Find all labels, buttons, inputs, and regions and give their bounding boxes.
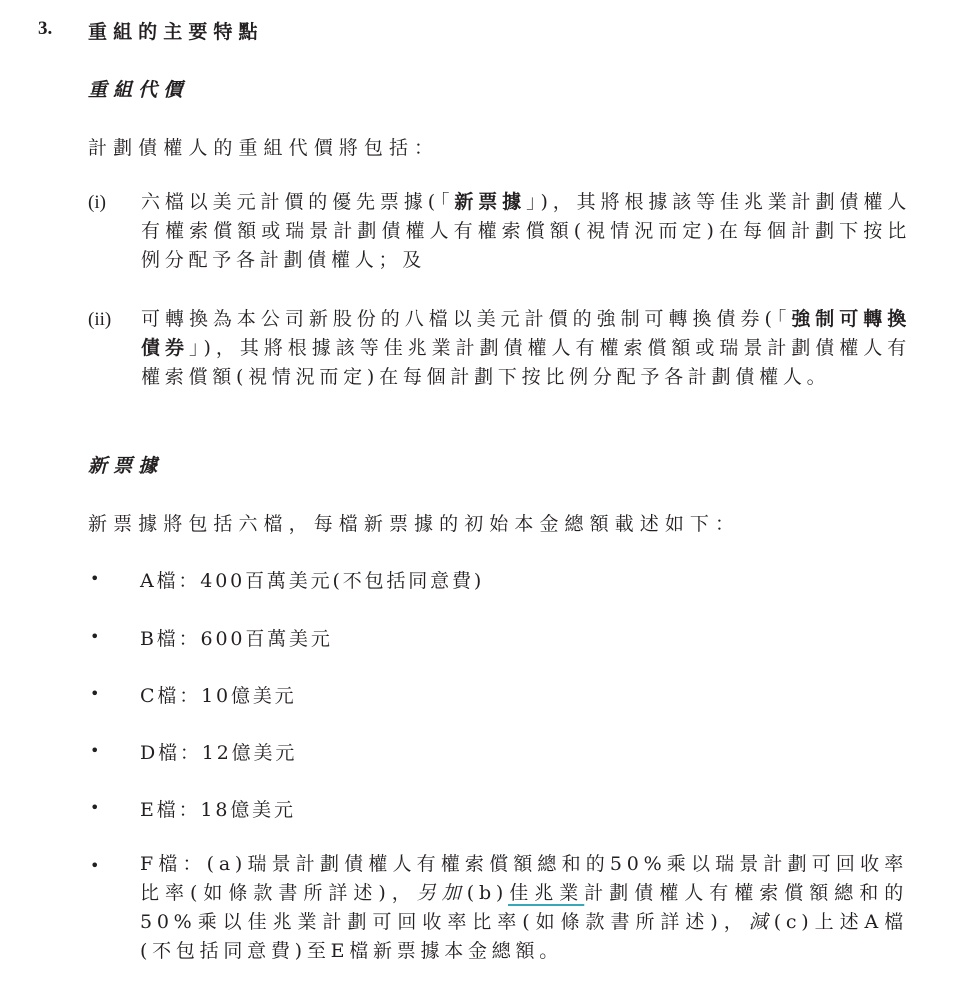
tranche-d: D檔：12億美元 — [140, 742, 298, 764]
tranche-f-text: (c)上述A檔(不包括同意費)至E檔新票據本金總額。 — [140, 911, 908, 962]
tranche-f — [140, 850, 908, 966]
plus-term: 另加 — [416, 882, 467, 904]
item-label-ii: (ii) — [88, 309, 112, 330]
consideration-intro: 計劃債權人的重組代價將包括： — [88, 137, 440, 159]
item-text: 六檔以美元計價的優先票據(「 — [141, 191, 455, 213]
tranche-f-text: 計劃債權人有權索償額總和的50%乘以佳兆業計劃可回收率比率(如條款書所詳述)， — [140, 882, 908, 933]
tranche-f-text: (b) — [466, 882, 509, 904]
tranche-a: A檔：400百萬美元(不包括同意費) — [140, 570, 485, 592]
defined-term: 新票據 — [454, 191, 527, 213]
item-body-i — [141, 188, 911, 275]
tranche-e: E檔：18億美元 — [140, 799, 296, 821]
item-text: 」)，其將根據該等佳兆業計劃債權人有權索償額或瑞景計劃債權人有權索償額(視情況而定)在每個計劃下按比例分配予各計劃債權人；及 — [141, 191, 911, 271]
bullet-dot: • — [90, 798, 100, 817]
new-notes-intro: 新票據將包括六檔，每檔新票據的初始本金總額載述如下： — [88, 513, 741, 535]
underlined-term: 佳兆業 — [508, 882, 585, 904]
bullet-dot: • — [90, 856, 100, 875]
bullet-dot: • — [90, 741, 100, 760]
bullet-dot: • — [90, 627, 100, 646]
defined-term: 強制可轉換債券 — [141, 308, 911, 359]
tranche-b: B檔：600百萬美元 — [140, 628, 333, 650]
subheading-new-notes: 新票據 — [88, 455, 164, 477]
minus-term: 減 — [748, 911, 774, 933]
section-number: 3. — [38, 18, 53, 39]
section-title: 重組的主要特點 — [88, 21, 264, 43]
bullet-dot: • — [90, 569, 100, 588]
item-body-ii — [141, 305, 911, 392]
item-label-i: (i) — [88, 192, 106, 213]
bullet-dot: • — [90, 684, 100, 703]
item-text: 可轉換為本公司新股份的八檔以美元計價的強制可轉換債券(「 — [141, 308, 792, 330]
tranche-c: C檔：10億美元 — [140, 685, 297, 707]
item-text: 」)，其將根據該等佳兆業計劃債權人有權索償額或瑞景計劃債權人有權索償額(視情況而定)在每個計劃下按比例分配予各計劃債權人。 — [141, 337, 911, 388]
tranche-f-text: F檔：(a)瑞景計劃債權人有權索償額總和的50%乘以瑞景計劃可回收率比率(如條款書所詳述)， — [140, 853, 908, 904]
subheading-consideration: 重組代價 — [88, 79, 189, 101]
